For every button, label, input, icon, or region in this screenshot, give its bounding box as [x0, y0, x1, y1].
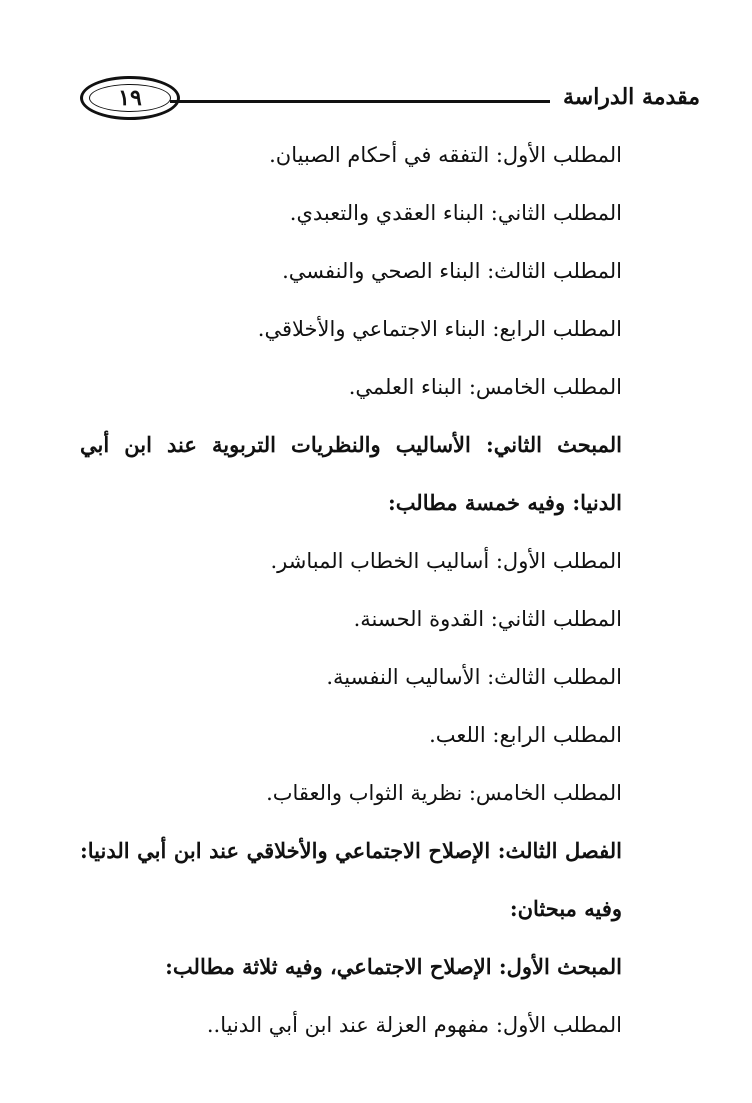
toc-item: المطلب الأول: التفقه في أحكام الصبيان.: [269, 143, 622, 167]
toc-subheading: المبحث الأول: الإصلاح الاجتماعي، وفيه ثلاثة مطالب:: [165, 954, 622, 979]
toc-item: المطلب الثاني: البناء العقدي والتعبدي.: [289, 201, 622, 225]
toc-item: المطلب الثاني: القدوة الحسنة.: [353, 607, 622, 631]
toc-heading: المبحث الثاني: الأساليب والنظريات التربوية عند ابن أبي الدنيا: وفيه خمسة مطالب:: [80, 432, 622, 515]
toc-item: المطلب الرابع: اللعب.: [429, 723, 622, 747]
toc-item: المطلب الخامس: البناء العلمي.: [348, 375, 622, 399]
toc-item: المطلب الأول: مفهوم العزلة عند ابن أبي الدنيا..: [206, 1013, 622, 1037]
page-number: ١٩: [118, 85, 142, 111]
running-title: مقدمة الدراسة: [562, 84, 700, 110]
toc-item: المطلب الثالث: البناء الصحي والنفسي.: [282, 259, 622, 283]
page-header: [80, 76, 700, 124]
toc-item: المطلب الثالث: الأساليب النفسية.: [326, 665, 622, 689]
toc-heading: الفصل الثالث: الإصلاح الاجتماعي والأخلاقي عند ابن أبي الدنيا: وفيه مبحثان:: [80, 838, 622, 921]
toc-item: المطلب الخامس: نظرية الثواب والعقاب.: [266, 781, 622, 805]
toc-content: [80, 126, 700, 1054]
header-rule: [170, 100, 550, 103]
toc-item: المطلب الرابع: البناء الاجتماعي والأخلاقي.: [257, 317, 622, 341]
toc-item: المطلب الأول: أساليب الخطاب المباشر.: [270, 549, 622, 573]
page-number-badge: [80, 76, 180, 120]
